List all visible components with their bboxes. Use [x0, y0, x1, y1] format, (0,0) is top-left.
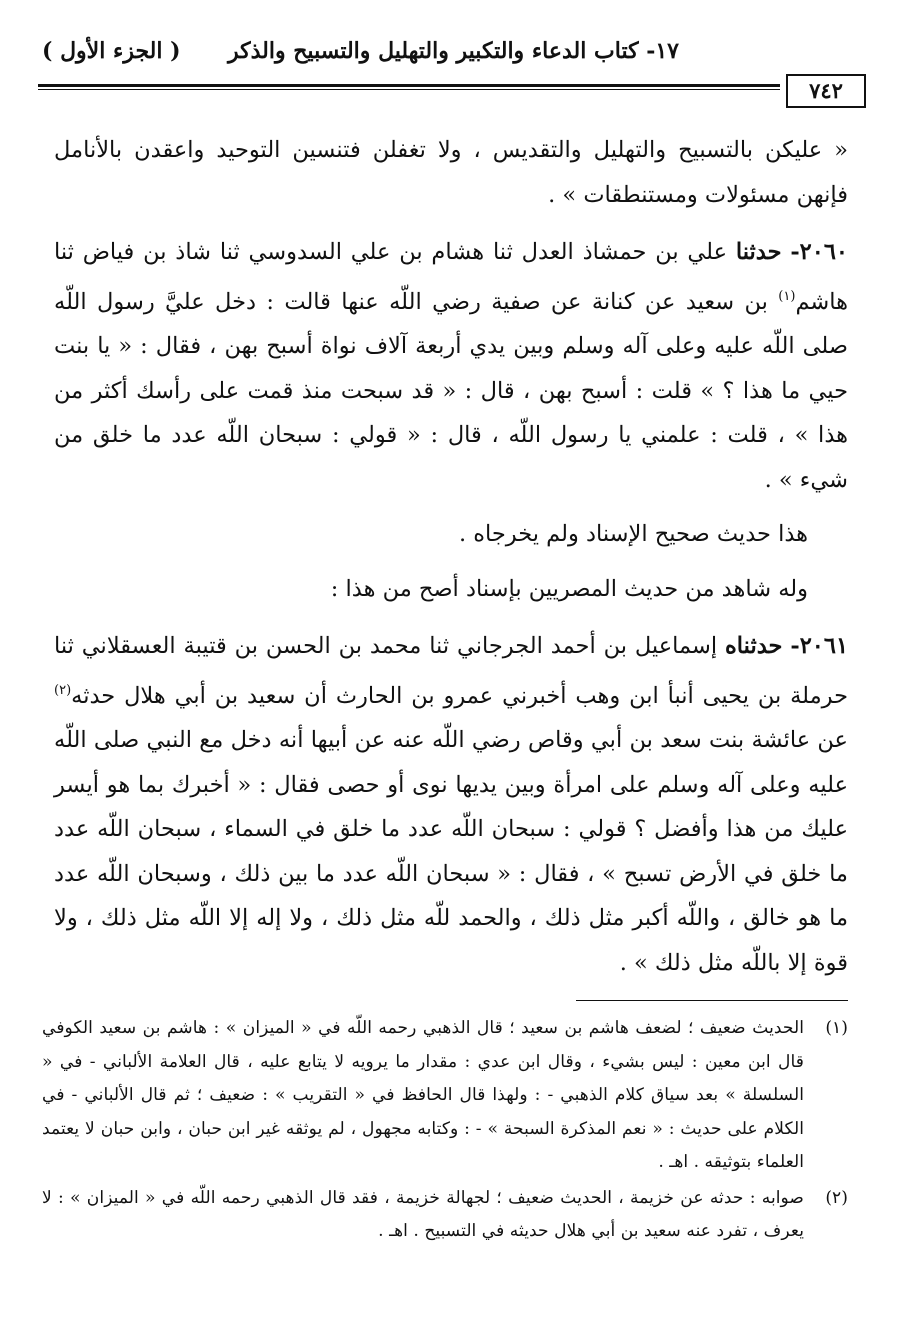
footnote-separator: [576, 1000, 848, 1001]
hadith-number: ٢٠٦١-: [790, 633, 849, 659]
chapter-title: ١٧- كتاب الدعاء والتكبير والتهليل والتسبيح والذكر: [227, 38, 679, 64]
page-header: [38, 38, 864, 78]
footnote-2: [42, 1182, 848, 1249]
footnote-number: (٢): [825, 1187, 848, 1208]
hadith-lead: حدثناه: [725, 633, 783, 659]
opening-paragraph: « عليكن بالتسبيح والتهليل والتقديس ، ولا تغفلن فتنسين التوحيد واعقدن بالأنامل فإنهن مسئولات ومستنطقات » .: [54, 137, 848, 208]
hadith-lead: حدثنا: [735, 239, 782, 265]
footnote-1: [42, 1012, 848, 1180]
main-text: [54, 128, 848, 985]
hadith-text: إسماعيل بن أحمد الجرجاني ثنا محمد بن الحسن بن قتيبة العسقلاني ثنا حرملة بن يحيى أنبأ ابن وهب أخبرني عمرو بن الحارث أن سعيد بن أبي هلال حدثه: [54, 633, 848, 709]
footnote-text: صوابه : حدثه عن خزيمة ، الحديث ضعيف ؛ لجهالة خزيمة ، فقد قال الذهبي رحمه اللّه في « الميزان » : لا يعرف ، تفرد عنه سعيد بن أبي هلال حديثه في التسبيح . اهـ .: [42, 1187, 804, 1241]
authenticity-note: هذا حديث صحيح الإسناد ولم يخرجاه .: [458, 521, 808, 547]
hadith-text: بن سعيد عن كنانة عن صفية رضي اللّه عنها قالت : دخل عليَّ رسول اللّه صلى اللّه عليه وعلى آله وسلم وبين يدي أربعة آلاف نواة أسبح بهن ، فقال : « يا بنت حيي ما هذا ؟ » قلت : أسبح بهن ، قال : « قد سبحت منذ قمت على رأسك أكثر من هذا » ، قلت : علمني يا رسول اللّه ، قال : « قولي : سبحان اللّه عدد ما خلق من شيء » .: [54, 288, 848, 493]
footnote-text: الحديث ضعيف ؛ لضعف هاشم بن سعيد ؛ قال الذهبي رحمه اللّه في « الميزان » : هاشم بن سعيد الكوفي قال ابن معين : ليس بشيء ، وقال ابن عدي : مقدار ما يرويه لا يتابع عليه ، قال العلامة الألباني - في « السلسلة » بعد سياق كلام الذهبي - : ولهذا قال الحافظ في « التقريب » : ضعيف ؛ ثم قال الألباني - في الكلام على حديث : « نعم المذكرة السبحة » - : وكتابه مجهول ، لم يوثقه غير ابن حبان ، وابن حبان لا يعتمد العلماء بتوثيقه . اهـ .: [42, 1018, 804, 1172]
page-number: ٧٤٢: [786, 74, 866, 108]
hadith-2060: [54, 230, 848, 502]
hadith-text: علي بن حمشاذ العدل ثنا هشام بن علي السدوسي ثنا شاذ بن فياض ثنا هاشم: [54, 239, 848, 315]
footnote-ref: (٢): [54, 682, 72, 698]
witness-note: وله شاهد من حديث المصريين بإسناد أصح من هذا :: [330, 575, 808, 602]
footnotes: [42, 1012, 848, 1249]
hadith-text: عن عائشة بنت سعد بن أبي وقاص رضي اللّه عنه عن أبيها أنه دخل مع النبي صلى اللّه عليه وعلى آله وسلم على امرأة وبين يديها نوى أو حصى فقال : « أخبرك بما هو أيسر عليك من هذا وأفضل ؟ قولي : سبحان اللّه عدد ما خلق في السماء ، سبحان اللّه عدد ما خلق في الأرض تسبح » ، فقال : « سبحان اللّه عدد ما بين ذلك ، وسبحان اللّه عدد ما هو خالق ، واللّه أكبر مثل ذلك ، والحمد للّه مثل ذلك ، ولا إله إلا اللّه مثل ذلك ، ولا قوة إلا باللّه مثل ذلك » .: [54, 727, 848, 976]
footnote-ref: (١): [778, 288, 796, 304]
footnote-number: (١): [825, 1018, 848, 1038]
volume-label: ( الجزء الأول ): [42, 38, 181, 64]
header-rule: [38, 84, 780, 90]
hadith-2061: [54, 624, 848, 985]
hadith-number: ٢٠٦٠-: [790, 239, 849, 265]
